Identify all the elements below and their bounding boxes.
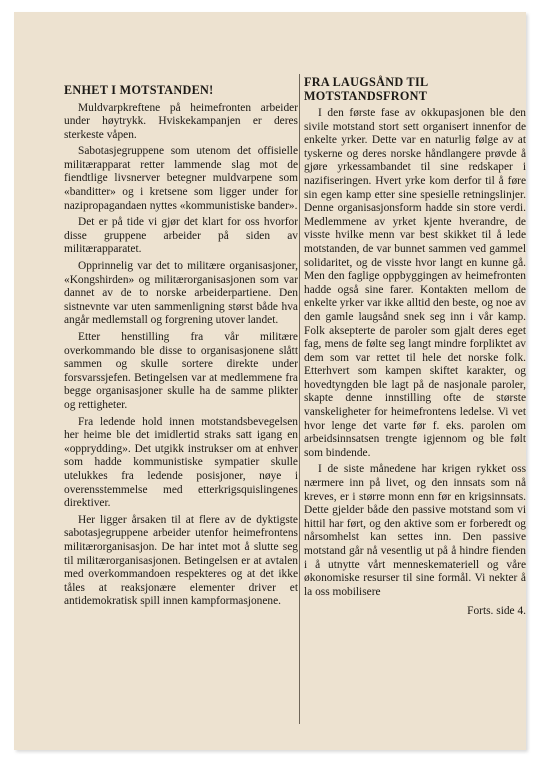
paragraph: Muldvarpkreftene på heimefronten arbeider under høytrykk. Hviskekampanjen er deres sterkeste våpen. — [64, 101, 298, 141]
paragraph: I de siste månedene har krigen rykket oss nærmere inn på livet, og den innsats som nå kreves, er i større monn enn før en krigsinnsats. Dette gjelder både den passive motstand som vi hittil har ført, og den aktive som er forberedt og nårsomhelst kan settes inn. Den passive motstand går nå vesentlig ut på å hindre fienden i å utnytte vårt menneskemateriell og våre økonomiske resurser til sine formål. Vi nekter å la oss mobilisere — [304, 463, 526, 598]
paragraph: I den første fase av okkupasjonen ble den sivile motstand stort sett organisert innenfor de enkelte yrker. Dette var en naturlig følge av at tyskerne og deres norske håndlangere prøvde å gjøre yrkessambandet til sine redskaper i nazifiseringen. Hvert yrke kom derfor til å føre sin egen kamp etter sine spesielle retningslinjer. Denne organisasjonsform hadde sin store verdi. Medlemmene av yrket kjente hverandre, de visste hvilke menn var best skikket til å lede motstanden, de var bunnet sammen ved gammel solidaritet, og de visste hvor langt en kunne gå. Men den faglige oppbyggingen av heimefronten hadde også sine farer. Kontakten mellom de enkelte yrker var ikke alltid den beste, og noe av den gamle laugsånd snek seg inn i vår kamp. Folk aksepterte de paroler som gjalt deres eget fag, mens de følte seg langt mindre forpliktet av dem som var rettet til hele det norske folk. Etterhvert som kampen skiftet karakter, og hovedtyngden ble lagt på de nasjonale paroler, skapte denne innstilling ofte de største vanskeligheter for heimefrontens ledelse. Vi vet hvor lenge det varte før f. eks. parolen om arbeidsinnsatsen trengte igjennom og ble følt som bindende. — [304, 107, 526, 459]
paragraph: Her ligger årsaken til at flere av de dyktigste sabotasjegruppene arbeider utenfor heimefrontens militærorganisasjon. De har intet mot å slutte seg til militærorganisasjonen. Betingelsen er at avtalen med overkommandoen respekteres og at det ikke tåles at reaksjonære elementer driver et antidemokratisk spill innen kampformasjonene. — [64, 513, 298, 608]
article-heading-left: ENHET I MOTSTANDEN! — [64, 83, 214, 97]
article-right — [304, 76, 526, 622]
continued-note: Forts. side 4. — [467, 605, 526, 618]
paragraph: Sabotasjegruppene som utenom det offisielle militærapparat retter lammende slag mot de fiendtlige livsnerver betegner muldvarpene som «banditter» og i kretsene som ligger under for nazipropagandaen nyttes «kommunistiske bander». — [64, 145, 298, 212]
column-divider — [299, 74, 300, 724]
newspaper-page — [14, 12, 526, 750]
paragraph: Fra ledende hold innen motstandsbevegelsen her heime ble det imidlertid straks satt igang en «opprydding». Det utgikk instrukser om at enhver som hadde kommunistiske sympatier skulle utelukkes fra ledende posisjoner, nøye i overensstemmelse med etterkrigsquislingenes direktiver. — [64, 415, 298, 510]
paragraph: Det er på tide vi gjør det klart for oss hvorfor disse gruppene arbeider på siden av militærapparatet. — [64, 216, 298, 256]
article-heading-right: FRA LAUGSÅND TIL MOTSTANDSFRONT — [304, 75, 428, 103]
article-left — [64, 76, 298, 612]
paragraph: Etter henstilling fra vår militære overkommando ble disse to organisasjonene slått sammen og skulle sortere direkte under forsvarssjefen. Betingelsen var at medlemmene fra begge organisasjoner skulle ha de samme plikter og rettigheter. — [64, 331, 298, 411]
paragraph: Opprinnelig var det to militære organisasjoner, «Kongshirden» og militærorganisasjonen som var dannet av de to norske arbeiderpartiene. Den sistnevnte var uten sammenligning størst både hva angår medlemstall og forgrening utover landet. — [64, 260, 298, 327]
